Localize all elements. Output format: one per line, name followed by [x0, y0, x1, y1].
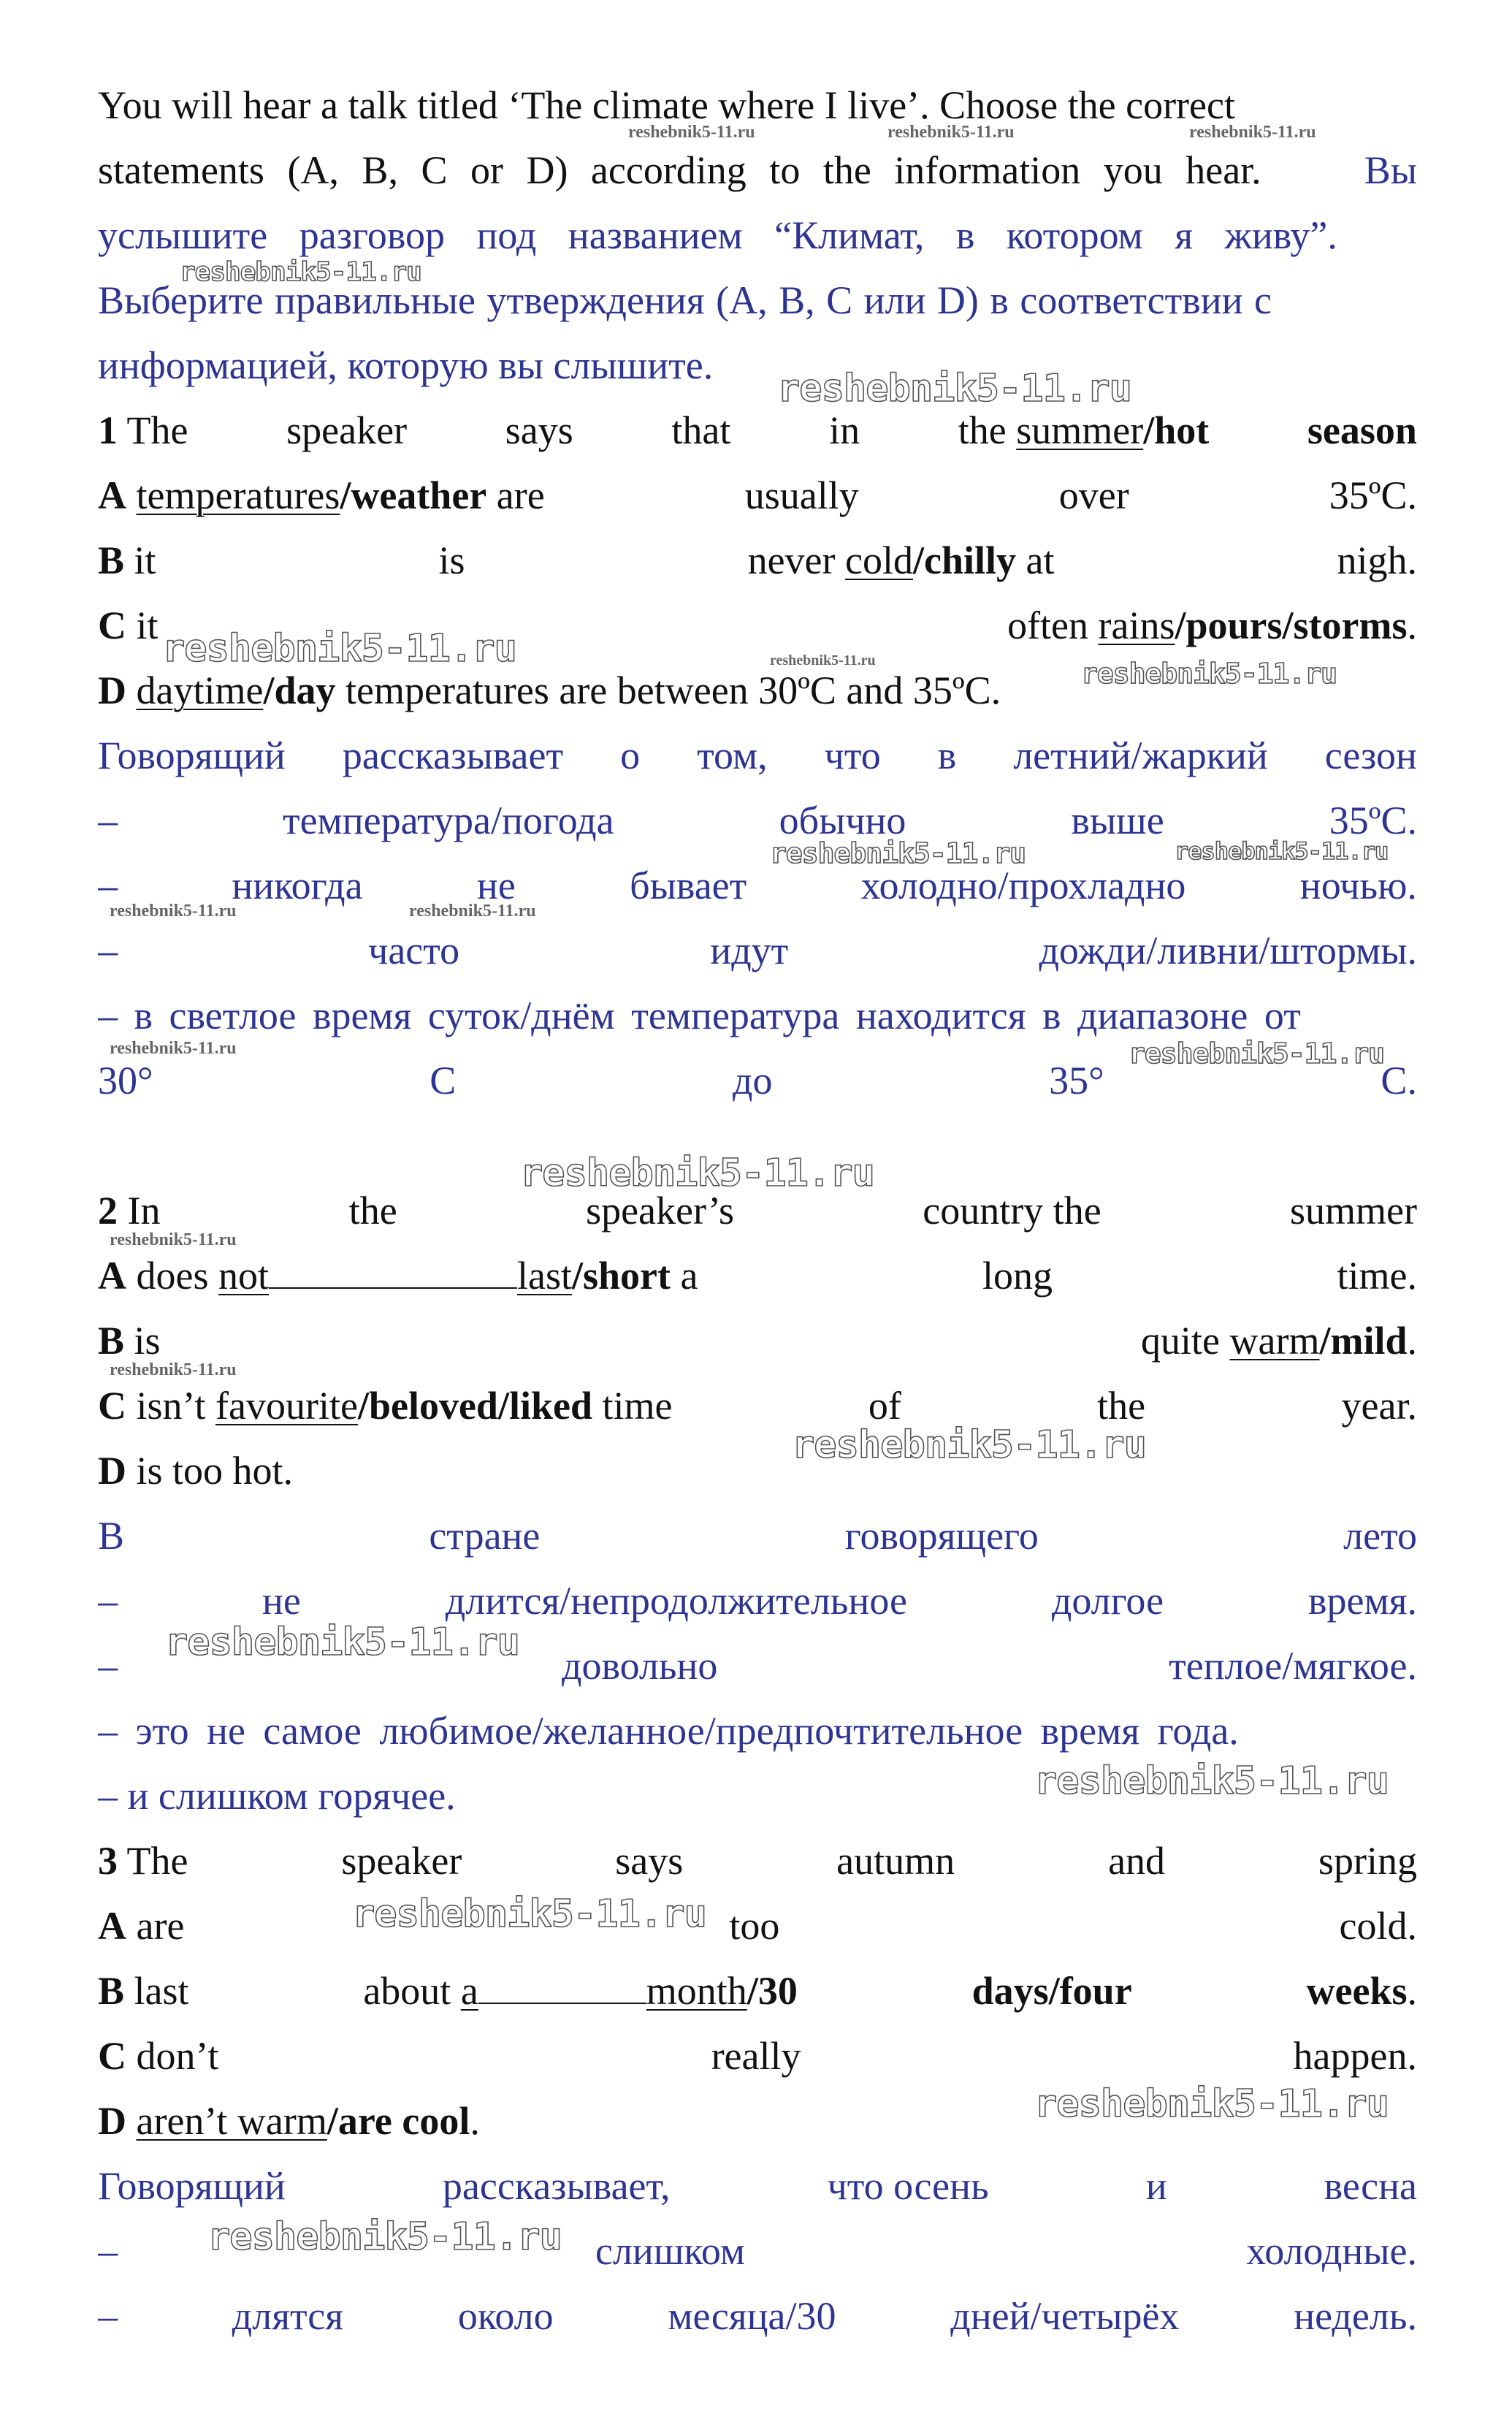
- q3-option-c: [98, 2024, 1417, 2089]
- word: стране: [429, 1514, 541, 1558]
- word: happen.: [1293, 2034, 1417, 2078]
- word: C.: [1381, 1059, 1417, 1102]
- watermark: reshebnik5-11.ru: [180, 257, 421, 287]
- option-letter: A: [98, 1254, 126, 1298]
- word: speaker: [286, 408, 408, 452]
- word: весна: [1324, 2164, 1417, 2208]
- word: до: [732, 1059, 773, 1102]
- word: что: [824, 734, 881, 777]
- answer-blank: [269, 1255, 517, 1289]
- q2-option-d: [98, 1439, 1417, 1504]
- intro-text-ru: информацией, которую вы слышите.: [98, 343, 714, 387]
- word: – и слишком горячее.: [98, 1774, 456, 1818]
- word: quite: [1141, 1319, 1221, 1363]
- word: длятся: [232, 2294, 344, 2338]
- word: В: [98, 1514, 125, 1558]
- word: и: [1145, 2164, 1167, 2208]
- intro-text: statements (A, B, C or D) according to the information you hear.: [98, 148, 1261, 192]
- word: long: [982, 1254, 1053, 1298]
- answer-word: last: [517, 1254, 572, 1298]
- q3-stem: [98, 1829, 1417, 1894]
- question-number: 1: [98, 408, 118, 452]
- option-letter: D: [98, 2099, 126, 2143]
- word: обычно: [779, 799, 906, 842]
- synonyms: /weather: [340, 473, 487, 517]
- word: дней/четырёх: [950, 2294, 1180, 2338]
- word: не: [476, 864, 516, 907]
- synonyms: days/four: [971, 1969, 1132, 2013]
- intro-text-ru: услышите разговор под названием “Климат, в котором я живу”.: [98, 213, 1337, 257]
- watermark: reshebnik5-11.ru: [1175, 837, 1389, 865]
- watermark: reshebnik5-11.ru: [110, 902, 237, 921]
- word: temperatures are between 30ºC and 35ºC.: [345, 668, 1001, 712]
- option-letter: C: [98, 2034, 126, 2078]
- word: лето: [1343, 1514, 1417, 1558]
- watermark: reshebnik5-11.ru: [409, 902, 536, 921]
- synonyms: /are cool: [327, 2099, 470, 2143]
- word: Говорящий: [98, 734, 286, 777]
- watermark: reshebnik5-11.ru: [770, 837, 1026, 869]
- word: –: [98, 1644, 118, 1688]
- watermark: reshebnik5-11.ru: [520, 1151, 874, 1195]
- watermark: reshebnik5-11.ru: [1189, 123, 1316, 142]
- q1-ru-line-1: [98, 723, 1417, 788]
- word: Говорящий: [98, 2164, 286, 2208]
- word: длится/непродолжительное: [445, 1579, 907, 1623]
- word: usually: [744, 473, 859, 517]
- synonyms: /mild: [1319, 1319, 1408, 1363]
- word: cold.: [1339, 1904, 1417, 1948]
- question-number: 2: [98, 1189, 118, 1233]
- q1-stem: [98, 398, 1417, 463]
- word: season: [1307, 408, 1417, 452]
- word: speaker: [341, 1839, 462, 1883]
- word: of: [868, 1384, 901, 1428]
- word: часто: [368, 929, 460, 972]
- word: сезон: [1324, 734, 1417, 777]
- word: never: [747, 538, 836, 582]
- word: over: [1058, 473, 1129, 517]
- word: speaker’s: [586, 1189, 734, 1233]
- option-letter: B: [98, 1319, 125, 1363]
- watermark: reshebnik5-11.ru: [1129, 1037, 1385, 1070]
- watermark: reshebnik5-11.ru: [165, 1620, 519, 1664]
- word: last: [134, 1969, 189, 2013]
- word: the: [958, 408, 1007, 452]
- word: says: [505, 408, 573, 452]
- word: около: [457, 2294, 554, 2338]
- q2-option-a: [98, 1243, 1417, 1308]
- watermark: reshebnik5-11.ru: [1034, 1759, 1389, 1803]
- word: The: [126, 408, 188, 452]
- word: недель.: [1294, 2294, 1417, 2338]
- word: ночью.: [1299, 864, 1417, 907]
- word: is: [438, 538, 465, 582]
- answer-word: cold: [845, 538, 913, 582]
- intro-text-ru: Выберите правильные утверждения (A, B, C или D) в соответствии с: [98, 278, 1272, 322]
- word: –: [98, 799, 118, 842]
- answer-word: not: [218, 1254, 269, 1298]
- word: autumn: [836, 1839, 955, 1883]
- word: isn’t: [136, 1384, 206, 1428]
- word: that: [671, 408, 731, 452]
- watermark: reshebnik5-11.ru: [110, 1039, 237, 1058]
- word: spring: [1318, 1839, 1417, 1883]
- word: does: [136, 1254, 209, 1298]
- option-letter: C: [98, 603, 126, 647]
- word: are: [136, 1904, 185, 1948]
- word: летний/жаркий: [1013, 734, 1268, 777]
- word: рассказывает,: [442, 2164, 671, 2208]
- watermark: reshebnik5-11.ru: [110, 1360, 237, 1379]
- word: summer: [1290, 1189, 1417, 1233]
- answer-word: temperatures: [136, 473, 340, 517]
- q2-option-b: [98, 1308, 1417, 1374]
- watermark: reshebnik5-11.ru: [1034, 2082, 1389, 2126]
- word: time.: [1337, 1254, 1417, 1298]
- word: довольно: [562, 1644, 718, 1688]
- word: it: [136, 603, 159, 647]
- synonyms: /beloved/liked: [357, 1384, 592, 1428]
- word: идут: [710, 929, 789, 972]
- word: says: [615, 1839, 684, 1883]
- word: .: [1407, 1319, 1417, 1363]
- q2-ru-line-1: [98, 1504, 1417, 1569]
- word: about: [363, 1969, 451, 2013]
- word: в: [937, 734, 957, 777]
- watermark: reshebnik5-11.ru: [207, 2215, 562, 2259]
- word: 35ºC.: [1329, 799, 1417, 842]
- intro-text-ru: Вы: [1364, 148, 1417, 192]
- word: –: [98, 2294, 118, 2338]
- word: really: [711, 2034, 801, 2078]
- word: and: [1108, 1839, 1166, 1883]
- word: nigh.: [1337, 538, 1417, 582]
- q3-ru-line-1: [98, 2154, 1417, 2219]
- answer-word: month: [646, 1969, 747, 2013]
- word: рассказывает: [342, 734, 564, 777]
- word: don’t: [136, 2034, 219, 2078]
- synonyms: /30: [747, 1969, 798, 2013]
- word: In: [127, 1189, 161, 1233]
- answer-word: warm: [1229, 1319, 1320, 1363]
- q1-option-b: [98, 528, 1417, 593]
- word: слишком: [595, 2229, 746, 2273]
- word: никогда: [232, 864, 363, 907]
- option-letter: D: [98, 668, 126, 712]
- word: The: [126, 1839, 188, 1883]
- q2-ru-line-4: [98, 1699, 1417, 1764]
- watermark: reshebnik5-11.ru: [110, 1230, 237, 1249]
- word: .: [470, 2099, 480, 2143]
- word: .: [1407, 603, 1417, 647]
- q3-ru-line-3: [98, 2284, 1417, 2349]
- document-page: [98, 73, 1417, 2349]
- word: at: [1026, 538, 1055, 582]
- word: in: [829, 408, 860, 452]
- word: 35°: [1049, 1059, 1104, 1102]
- q1-ru-line-4: [98, 918, 1417, 983]
- q3-option-b: [98, 1959, 1417, 2024]
- word: often: [1007, 603, 1089, 647]
- watermark: reshebnik5-11.ru: [162, 627, 516, 671]
- option-letter: D: [98, 1449, 126, 1493]
- word: –: [98, 929, 118, 972]
- word: time: [602, 1384, 673, 1428]
- synonyms: weeks: [1306, 1969, 1408, 2013]
- word: – в светлое время суток/днём температура находится в диапазоне от: [98, 994, 1301, 1037]
- synonyms: /day: [263, 668, 336, 712]
- word: is too hot.: [136, 1449, 294, 1493]
- word: время.: [1308, 1579, 1417, 1623]
- option-letter: B: [98, 1969, 125, 2013]
- word: говорящего: [844, 1514, 1039, 1558]
- watermark: reshebnik5-11.ru: [352, 1892, 706, 1936]
- word: it: [134, 538, 156, 582]
- word: дожди/ливни/штормы.: [1039, 929, 1417, 972]
- q2-option-c: [98, 1374, 1417, 1439]
- answer-word: daytime: [136, 668, 264, 712]
- word: холодно/прохладно: [860, 864, 1186, 907]
- answer-word: a: [460, 1969, 478, 2013]
- word: температура/погода: [282, 799, 614, 842]
- word: are: [496, 473, 545, 517]
- intro-line-2: [98, 138, 1417, 203]
- option-letter: A: [98, 473, 126, 517]
- watermark: reshebnik5-11.ru: [792, 1423, 1146, 1467]
- answer-blank: [478, 1970, 646, 2004]
- word: месяца/30: [668, 2294, 836, 2338]
- word: is: [134, 1319, 161, 1363]
- word: бывает: [630, 864, 747, 907]
- watermark: reshebnik5-11.ru: [1081, 658, 1337, 690]
- word: –: [98, 1579, 118, 1623]
- word: –: [98, 864, 118, 907]
- word: холодные.: [1246, 2229, 1417, 2273]
- word: теплое/мягкое.: [1169, 1644, 1417, 1688]
- word: о: [620, 734, 641, 777]
- word: the: [1097, 1384, 1146, 1428]
- watermark: reshebnik5-11.ru: [887, 123, 1015, 142]
- word: country the: [923, 1189, 1101, 1233]
- answer-word: aren’t warm: [136, 2099, 327, 2143]
- word: .: [1407, 1969, 1417, 2013]
- intro-line-5: [98, 333, 1417, 398]
- word: том,: [697, 734, 768, 777]
- question-number: 3: [98, 1839, 118, 1883]
- word: выше: [1071, 799, 1164, 842]
- word: – это не самое любимое/желанное/предпочтительное время года.: [98, 1709, 1239, 1753]
- intro-text: You will hear a talk titled ‘The climate where I live’. Choose the correct: [98, 83, 1235, 127]
- word: не: [261, 1579, 301, 1623]
- word: долгое: [1051, 1579, 1164, 1623]
- word: too: [729, 1904, 780, 1948]
- option-letter: C: [98, 1384, 126, 1428]
- answer-word: favourite: [215, 1384, 358, 1428]
- watermark: reshebnik5-11.ru: [777, 367, 1131, 411]
- word: что осень: [827, 2164, 989, 2208]
- answer-word: rains: [1098, 603, 1175, 647]
- word: 30°: [98, 1059, 153, 1102]
- option-letter: B: [98, 538, 125, 582]
- word: a: [680, 1254, 698, 1298]
- answer-word: summer: [1016, 408, 1144, 452]
- word: the: [348, 1189, 397, 1233]
- option-letter: A: [98, 1904, 126, 1948]
- word: year.: [1341, 1384, 1417, 1428]
- word: 35ºC.: [1329, 473, 1417, 517]
- synonyms: /short: [572, 1254, 671, 1298]
- q1-option-a: [98, 463, 1417, 528]
- word: C: [429, 1059, 457, 1102]
- synonyms: /hot: [1143, 408, 1210, 452]
- synonyms: /pours/storms: [1175, 603, 1408, 647]
- watermark: reshebnik5-11.ru: [770, 652, 876, 668]
- watermark: reshebnik5-11.ru: [628, 123, 755, 142]
- word: –: [98, 2229, 118, 2273]
- q3-option-a: [98, 1894, 1417, 1959]
- synonyms: /chilly: [912, 538, 1016, 582]
